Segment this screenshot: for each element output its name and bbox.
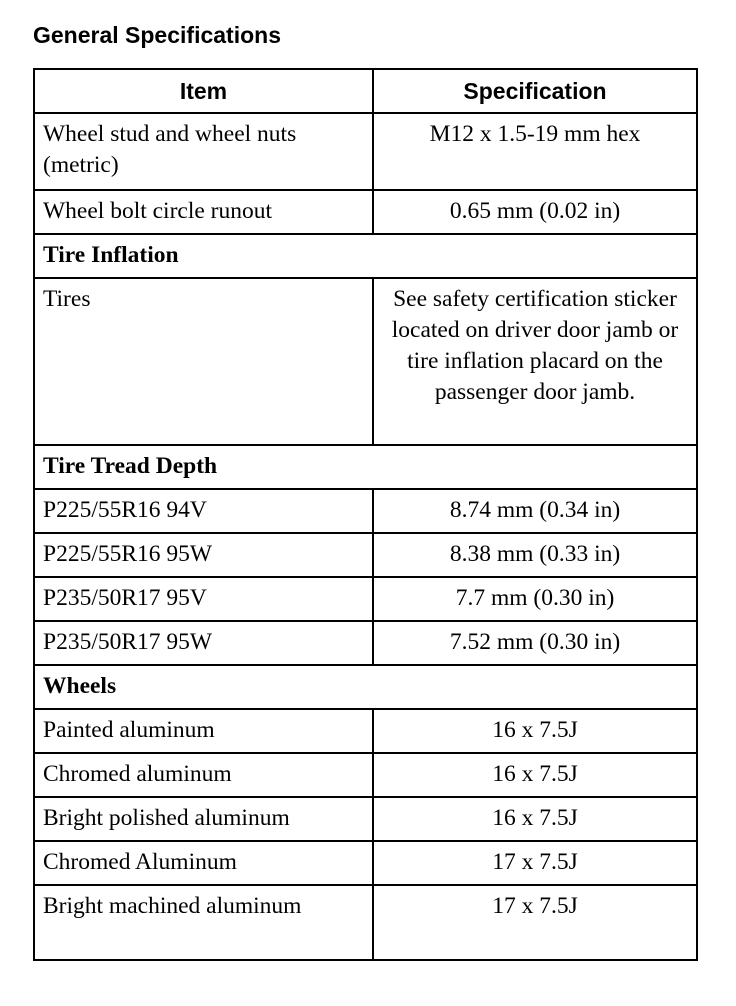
item-cell: Bright machined aluminum (34, 885, 373, 960)
specification-cell: 8.74 mm (0.34 in) (373, 489, 697, 533)
table-row (34, 577, 697, 621)
item-cell: P235/50R17 95W (34, 621, 373, 665)
item-cell: Chromed Aluminum (34, 841, 373, 885)
specification-cell: 16 x 7.5J (373, 753, 697, 797)
section-heading: Tire Inflation (34, 234, 697, 278)
table-row (34, 113, 697, 190)
specification-cell: 0.65 mm (0.02 in) (373, 190, 697, 234)
table-row (34, 841, 697, 885)
column-header-item: Item (34, 69, 373, 113)
table-row (34, 190, 697, 234)
item-cell: Painted aluminum (34, 709, 373, 753)
item-cell: P225/55R16 94V (34, 489, 373, 533)
table-row (34, 621, 697, 665)
table-row (34, 885, 697, 960)
item-cell: P235/50R17 95V (34, 577, 373, 621)
specification-cell: 17 x 7.5J (373, 885, 697, 960)
table-row (34, 533, 697, 577)
page-title: General Specifications (33, 22, 281, 48)
item-cell: Tires (34, 278, 373, 445)
table-header-row (34, 69, 697, 113)
item-cell: Bright polished aluminum (34, 797, 373, 841)
specification-cell: 16 x 7.5J (373, 797, 697, 841)
specification-cell: See safety certification sticker located on driver door jamb or tire inflation placard on the passenger door jamb. (373, 278, 697, 445)
table-row (34, 278, 697, 445)
specification-cell: 7.52 mm (0.30 in) (373, 621, 697, 665)
section-row (34, 234, 697, 278)
section-heading: Wheels (34, 665, 697, 709)
item-cell: Wheel stud and wheel nuts (metric) (34, 113, 373, 190)
specification-cell: 7.7 mm (0.30 in) (373, 577, 697, 621)
specification-cell: 8.38 mm (0.33 in) (373, 533, 697, 577)
column-header-specification: Specification (373, 69, 697, 113)
item-cell: Chromed aluminum (34, 753, 373, 797)
item-cell: Wheel bolt circle runout (34, 190, 373, 234)
specifications-table (33, 68, 698, 961)
specification-cell: 16 x 7.5J (373, 709, 697, 753)
table-row (34, 753, 697, 797)
specification-cell: 17 x 7.5J (373, 841, 697, 885)
specification-cell: M12 x 1.5-19 mm hex (373, 113, 697, 190)
section-heading: Tire Tread Depth (34, 445, 697, 489)
table-row (34, 489, 697, 533)
section-row (34, 665, 697, 709)
table-row (34, 709, 697, 753)
table-row (34, 797, 697, 841)
section-row (34, 445, 697, 489)
item-cell: P225/55R16 95W (34, 533, 373, 577)
